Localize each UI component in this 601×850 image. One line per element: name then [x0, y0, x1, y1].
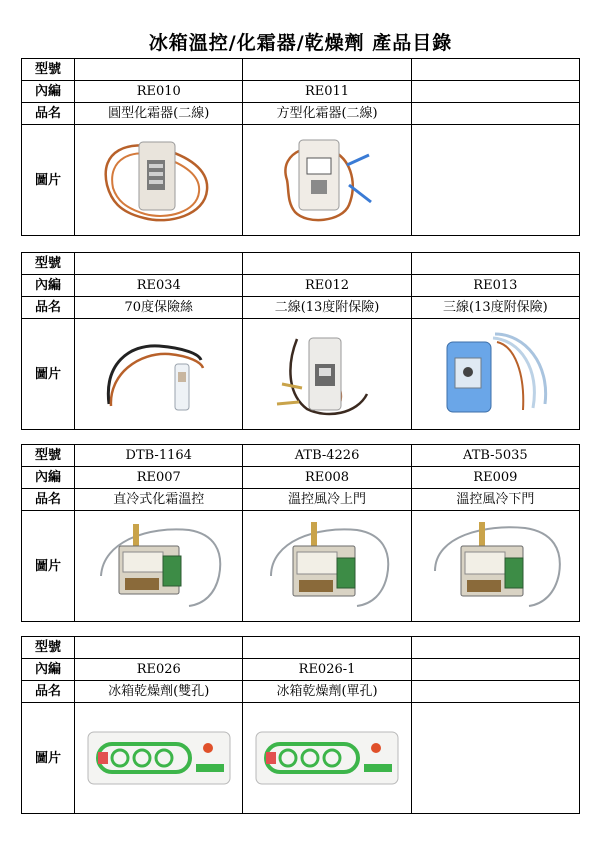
thermostat-image: [257, 516, 397, 616]
image-label: 圖片: [22, 511, 75, 622]
page-title: 冰箱溫控/化霜器/乾燥劑 產品目錄: [148, 32, 453, 54]
model-cell: [243, 59, 411, 81]
model-cell: [75, 253, 243, 275]
model-label: 型號: [22, 445, 75, 467]
product-image-cell: [75, 703, 243, 814]
code-cell: RE012: [243, 275, 411, 297]
name-cell: 圓型化霜器(二線): [75, 103, 243, 125]
name-cell: 70度保險絲: [75, 297, 243, 319]
name-cell: 溫控風冷上門: [243, 489, 411, 511]
product-image-cell: [243, 703, 411, 814]
model-cell: DTB-1164: [75, 445, 243, 467]
product-image-cell: [411, 125, 579, 236]
image-label: 圖片: [22, 125, 75, 236]
name-cell: 方型化霜器(二線): [243, 103, 411, 125]
thermostat-image: [425, 516, 565, 616]
catalog-section-1: [21, 58, 580, 236]
name-cell: 冰箱乾燥劑(雙孔): [75, 681, 243, 703]
code-cell: RE011: [243, 81, 411, 103]
name-cell: [411, 103, 579, 125]
product-image-cell: [75, 125, 243, 236]
code-cell: RE034: [75, 275, 243, 297]
name-cell: 直冷式化霜溫控: [75, 489, 243, 511]
code-cell: RE013: [411, 275, 579, 297]
defrost-sensor-2wire-image: [257, 324, 397, 424]
desiccant-single-image: [252, 718, 402, 798]
model-cell: ATB-4226: [243, 445, 411, 467]
product-image-cell: [411, 703, 579, 814]
code-cell: RE026-1: [243, 659, 411, 681]
name-cell: 溫控風冷下門: [411, 489, 579, 511]
catalog-section-3: [21, 444, 580, 622]
catalog-section-4: [21, 636, 580, 814]
model-cell: [411, 253, 579, 275]
defrost-heater-round-image: [89, 130, 229, 230]
defrost-sensor-3wire-image: [425, 324, 565, 424]
thermostat-image: [89, 516, 229, 616]
name-cell: 三線(13度附保險): [411, 297, 579, 319]
code-cell: [411, 659, 579, 681]
name-label: 品名: [22, 489, 75, 511]
code-label: 內編: [22, 81, 75, 103]
name-cell: 冰箱乾燥劑(單孔): [243, 681, 411, 703]
code-cell: [411, 81, 579, 103]
name-label: 品名: [22, 681, 75, 703]
product-image-cell: [243, 511, 411, 622]
image-label: 圖片: [22, 319, 75, 430]
catalog-section-2: [21, 252, 580, 430]
product-image-cell: [411, 511, 579, 622]
model-cell: [75, 59, 243, 81]
code-label: 內編: [22, 659, 75, 681]
name-cell: 二線(13度附保險): [243, 297, 411, 319]
model-cell: [411, 59, 579, 81]
name-label: 品名: [22, 297, 75, 319]
code-cell: RE008: [243, 467, 411, 489]
model-label: 型號: [22, 59, 75, 81]
code-label: 內編: [22, 467, 75, 489]
code-cell: RE026: [75, 659, 243, 681]
name-label: 品名: [22, 103, 75, 125]
product-image-cell: [411, 319, 579, 430]
name-cell: [411, 681, 579, 703]
model-cell: [243, 253, 411, 275]
code-cell: RE009: [411, 467, 579, 489]
image-label: 圖片: [22, 703, 75, 814]
product-image-cell: [243, 125, 411, 236]
product-image-cell: [75, 511, 243, 622]
defrost-heater-square-image: [257, 130, 397, 230]
model-cell: ATB-5035: [411, 445, 579, 467]
code-cell: RE010: [75, 81, 243, 103]
product-image-cell: [243, 319, 411, 430]
product-image-cell: [75, 319, 243, 430]
model-label: 型號: [22, 253, 75, 275]
model-cell: [411, 637, 579, 659]
model-cell: [243, 637, 411, 659]
model-label: 型號: [22, 637, 75, 659]
desiccant-double-image: [84, 718, 234, 798]
code-label: 內編: [22, 275, 75, 297]
thermal-fuse-image: [89, 324, 229, 424]
model-cell: [75, 637, 243, 659]
code-cell: RE007: [75, 467, 243, 489]
